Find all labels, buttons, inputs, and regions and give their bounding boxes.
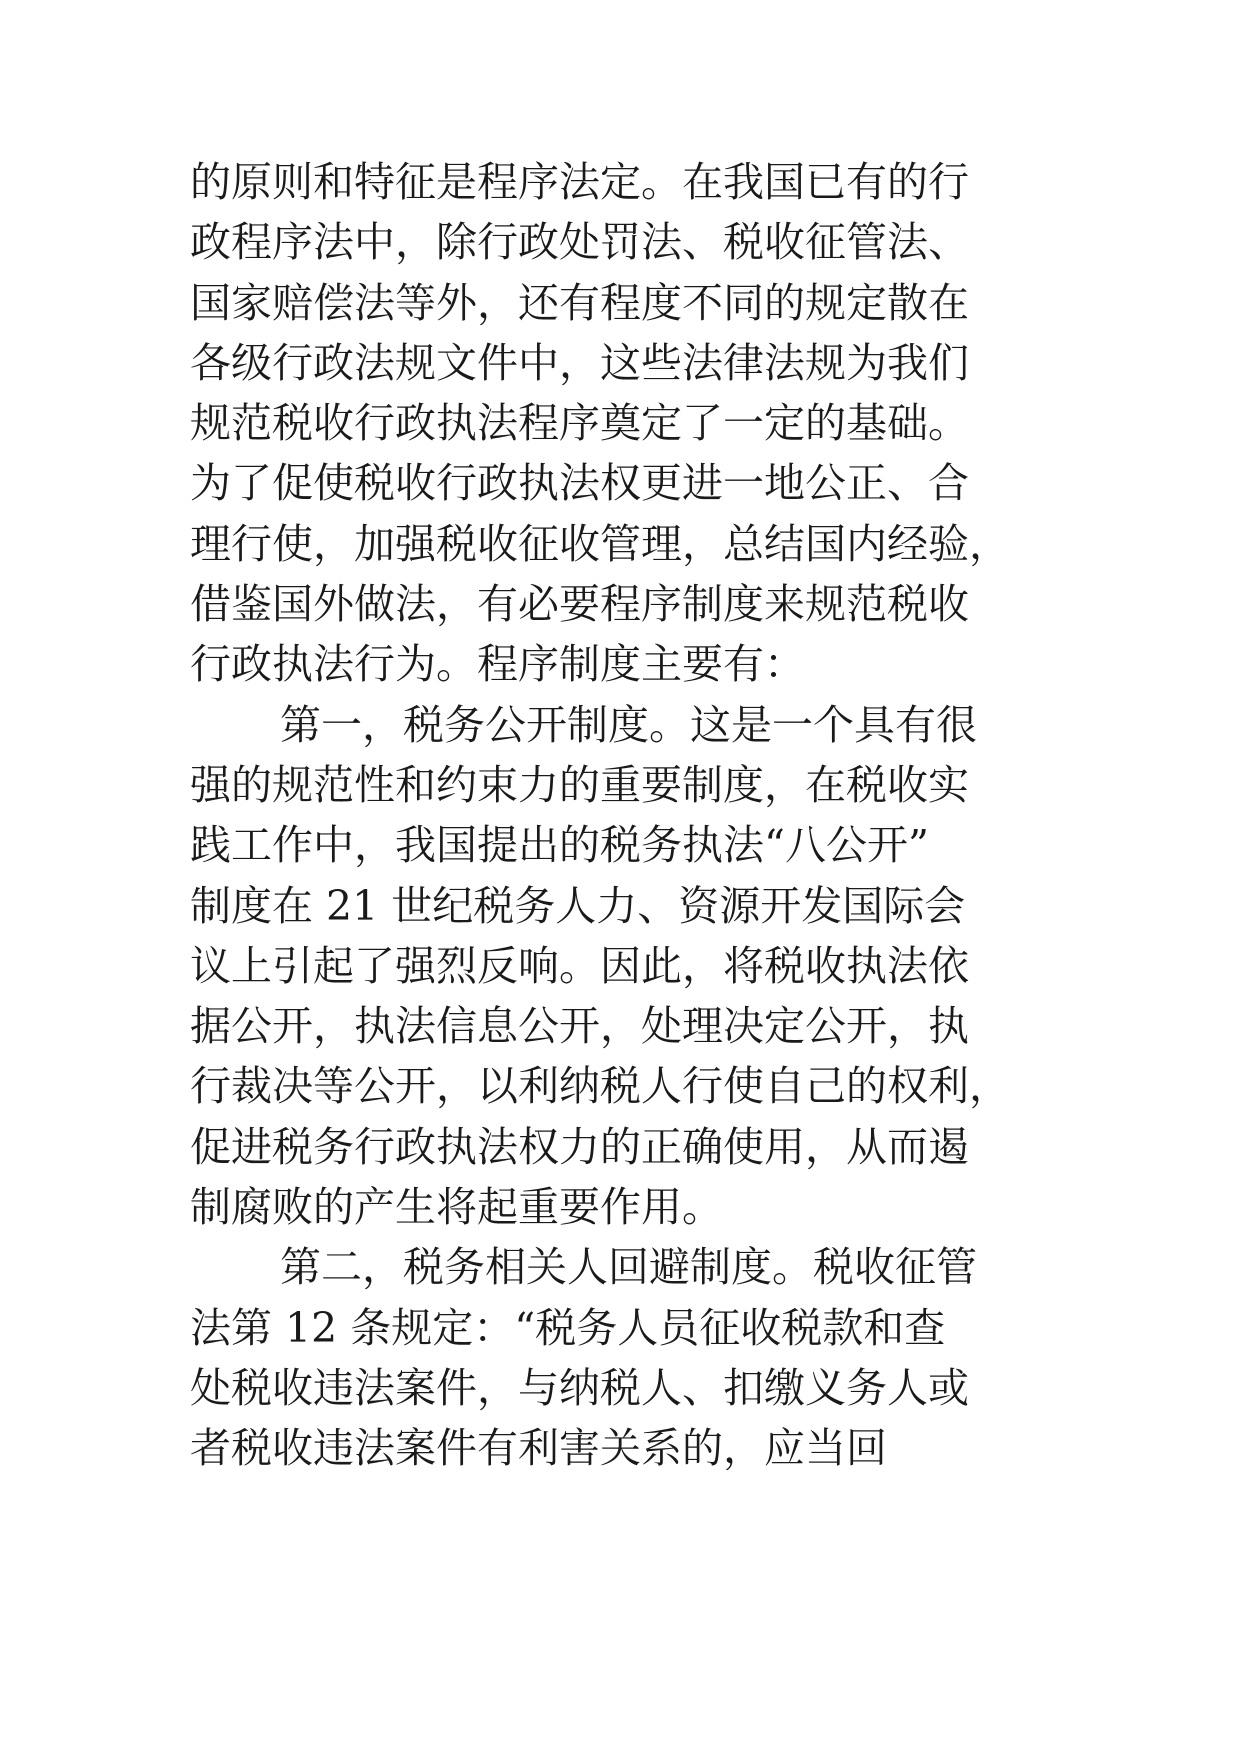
text-line: 借鉴国外做法，有必要程序制度来规范税收 [190,580,969,629]
body-text [190,152,1050,1479]
text-line: 制度在 21 世纪税务人力、资源开发国际会 [190,881,966,930]
text-line: 的原则和特征是程序法定。在我国已有的行 [190,158,969,206]
text-line: 强的规范性和约束力的重要制度，在税收实 [190,760,969,809]
text-line: 理行使，加强税收征收管理，总结国内经验， [190,519,1010,568]
paragraph-start-line: 第一，税务公开制度。这是一个具有很 [280,700,977,749]
text-line: 政程序法中，除行政处罚法、税收征管法、 [190,218,969,267]
text-line: 据公开，执法信息公开，处理决定公开，执 [190,1002,969,1051]
paragraph-start-line: 第二，税务相关人回避制度。税收征管 [280,1243,977,1292]
text-line: 处税收违法案件，与纳税人、扣缴义务人或 [190,1363,969,1412]
text-line: 为了促使税收行政执法权更进一地公正、合 [190,459,969,508]
text-line: 制腐败的产生将起重要作用。 [190,1183,723,1232]
text-line: 法第 12 条规定：“税务人员征收税款和查 [190,1303,946,1352]
text-line: 者税收违法案件有利害关系的，应当回 [190,1424,887,1473]
text-line: 议上引起了强烈反响。因此，将税收执法依 [190,941,969,990]
text-line: 践工作中，我国提出的税务执法“八公开” [190,821,929,870]
text-line: 行裁决等公开，以利纳税人行使自己的权利， [190,1062,1010,1111]
text-line: 规范税收行政执法程序奠定了一定的基础。 [190,399,969,448]
text-line: 国家赔偿法等外，还有程度不同的规定散在 [190,278,969,327]
text-line: 促进税务行政执法权力的正确使用，从而遏 [190,1122,969,1171]
text-line: 各级行政法规文件中，这些法律法规为我们 [190,338,969,387]
text-line: 行政执法行为。程序制度主要有： [190,640,805,689]
